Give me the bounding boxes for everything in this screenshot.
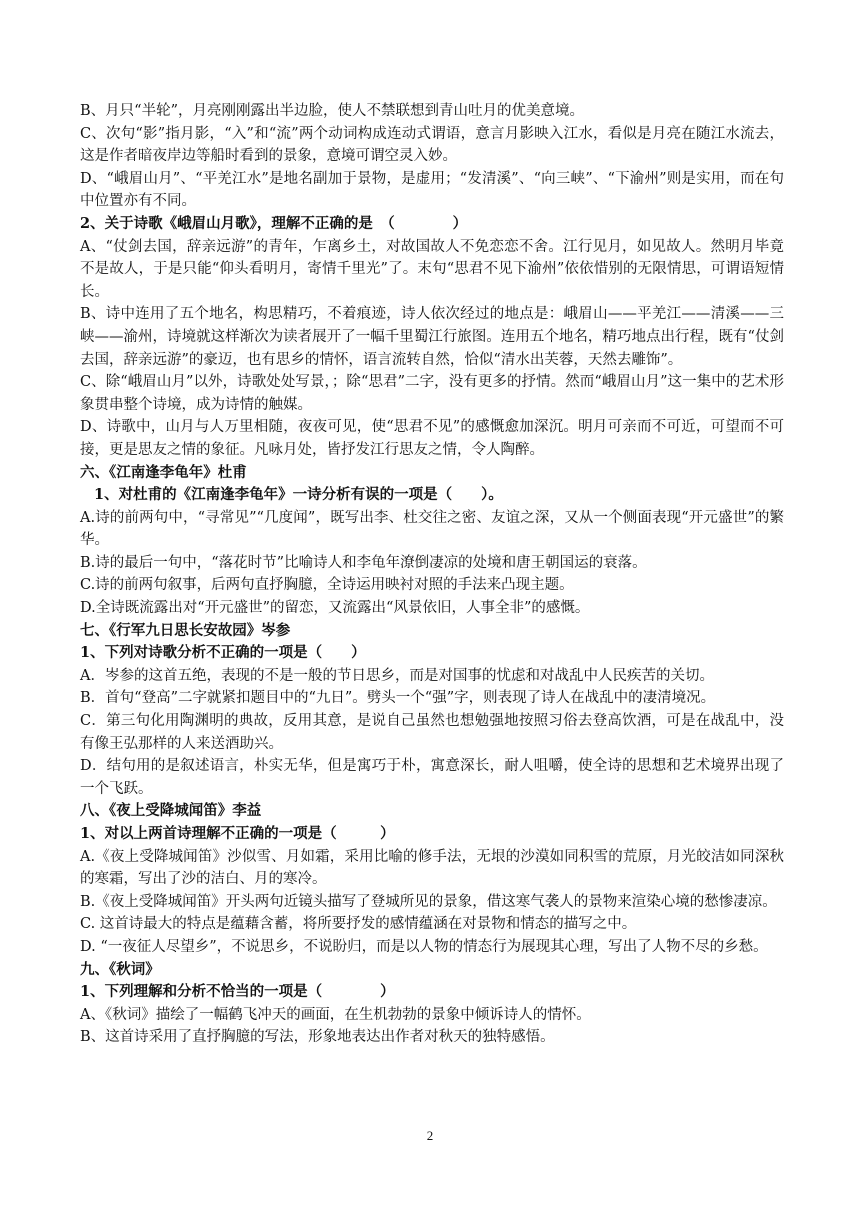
document-body (80, 100, 784, 1049)
text-paragraph: D、“峨眉山月”、“平羌江水”是地名副加于景物，是虚用；“发清溪”、“向三峡”、“下渝州”则是实用，而在句中位置亦有不同。 (80, 170, 784, 210)
text-paragraph: B.诗的最后一句中，“落花时节”比喻诗人和李龟年潦倒凄凉的处境和唐王朝国运的衰落。 (80, 554, 647, 571)
text-paragraph: A.诗的前两句中，“寻常见”“几度闻”，既写出李、杜交往之密、友谊之深，又从一个侧面表现“开元盛世”的繁华。 (80, 509, 784, 549)
question-heading: 八、《夜上受降城闻笛》李益 (80, 802, 262, 820)
question-heading: 七、《行军九日思长安故园》岑参 (80, 621, 291, 639)
text-paragraph: C.诗的前两句叙事，后两句直抒胸臆，全诗运用映衬对照的手法来凸现主题。 (80, 577, 574, 594)
text-paragraph: D、诗歌中，山月与人万里相随，夜夜可见，使“思君不见”的感慨愈加深沉。明月可亲而不可近，可望而不可接，更是思友之情的象征。凡咏月处，皆抒发江行思友之情，令人陶醉。 (80, 419, 784, 458)
text-paragraph: D. “一夜征人尽望乡”，不说思乡，不说盼归，而是以人物的情态行为展现其心理，写出了人物不尽的乡愁。 (80, 938, 768, 955)
text-paragraph: C、次句“影”指月影，“入”和“流”两个动词构成连动式谓语，意言月影映入江水，看似是月亮在随江水流去，这是作者暗夜岸边等船时看到的景象，意境可谓空灵入妙。 (80, 125, 784, 165)
text-paragraph: B、月只“半轮”，月亮刚刚露出半边脸，使人不禁联想到青山吐月的优美意境。 (80, 103, 584, 119)
text-paragraph: A．岑参的这首五绝，表现的不是一般的节日思乡，而是对国事的忧虑和对战乱中人民疾苦的关切。 (80, 667, 714, 684)
question-heading: 1、对杜甫的《江南逢李龟年》一诗分析有误的一项是（ ）。 (94, 486, 503, 504)
text-paragraph: A.《夜上受降城闻笛》沙似雪、月如霜，采用比喻的修手法，无垠的沙漠如同积雪的荒原，月光皎洁如同深秋的寒霜，写出了沙的洁白、月的寒冷。 (80, 848, 784, 888)
text-paragraph: C. 这首诗最大的特点是蕴藉含蓄，将所要抒发的感情蕴涵在对景物和情态的描写之中。 (80, 916, 637, 933)
text-paragraph: C、除“峨眉山月”以外，诗歌处处写景，；除“思君”二字，没有更多的抒情。然而“峨眉山月”这一集中的艺术形象贯串整个诗境，成为诗情的触媒。 (80, 374, 784, 413)
text-paragraph: D．结句用的是叙述语言，朴实无华，但是寓巧于朴，寓意深长，耐人咀嚼，使全诗的思想和艺术境界出现了一个飞跃。 (80, 758, 784, 797)
question-heading: 1、下列对诗歌分析不正确的一项是（ ） (80, 644, 366, 662)
question-heading: 1、对以上两首诗理解不正确的一项是（ ） (80, 825, 395, 842)
text-paragraph: B、这首诗采用了直抒胸臆的写法，形象地表达出作者对秋天的独特感悟。 (80, 1029, 555, 1046)
page-number: 2 (426, 1128, 434, 1143)
text-paragraph: A、“仗剑去国，辞亲远游”的青年，乍离乡土，对故国故人不免恋恋不舍。江行见月，如见故人。然明月毕竟不是故人，于是只能“仰头看明月，寄情千里光”了。末句“思君不见下渝州”依依惜别的无限情思，可谓语短情长。 (80, 238, 784, 300)
text-paragraph: A、《秋词》描绘了一幅鹤飞冲天的画面，在生机勃勃的景象中倾诉诗人的情怀。 (80, 1006, 591, 1023)
question-heading: 1、下列理解和分析不恰当的一项是（ ） (80, 983, 395, 1001)
text-paragraph: D.全诗既流露出对“开元盛世”的留恋，又流露出“风景依旧，人事全非”的感慨。 (80, 600, 590, 617)
text-paragraph: C．第三句化用陶渊明的典故，反用其意，是说自己虽然也想勉强地按照习俗去登高饮酒，可是在战乱中，没有像王弘那样的人来送酒助兴。 (80, 713, 784, 752)
text-paragraph: B．首句“登高”二字就紧扣题目中的“九日”。劈头一个“强”字，则表现了诗人在战乱中的凄清境况。 (80, 690, 716, 707)
question-heading: 六、《江南逢李龟年》杜甫 (80, 463, 247, 481)
text-paragraph: B、诗中连用了五个地名，构思精巧，不着痕迹，诗人依次经过的地点是：峨眉山——平羌江——清溪——三峡——渝州，诗境就这样渐次为读者展开了一幅千里蜀江行旅图。连用五个地名，精巧地点出行程，既有“仗剑去国，辞亲远游”的豪迈，也有思乡的情怀，语言流转自然，恰似“清水出芙蓉，天然去雕饰”。 (80, 306, 784, 368)
question-heading: 2、关于诗歌《峨眉山月歌》，理解不正确的是 （ ） (80, 214, 468, 232)
question-heading: 九、《秋词》 (80, 960, 160, 978)
text-paragraph: B.《夜上受降城闻笛》开头两句近镜头描写了登城所见的景象，借这寒气袭人的景物来渲染心境的愁惨凄凉。 (80, 893, 777, 910)
